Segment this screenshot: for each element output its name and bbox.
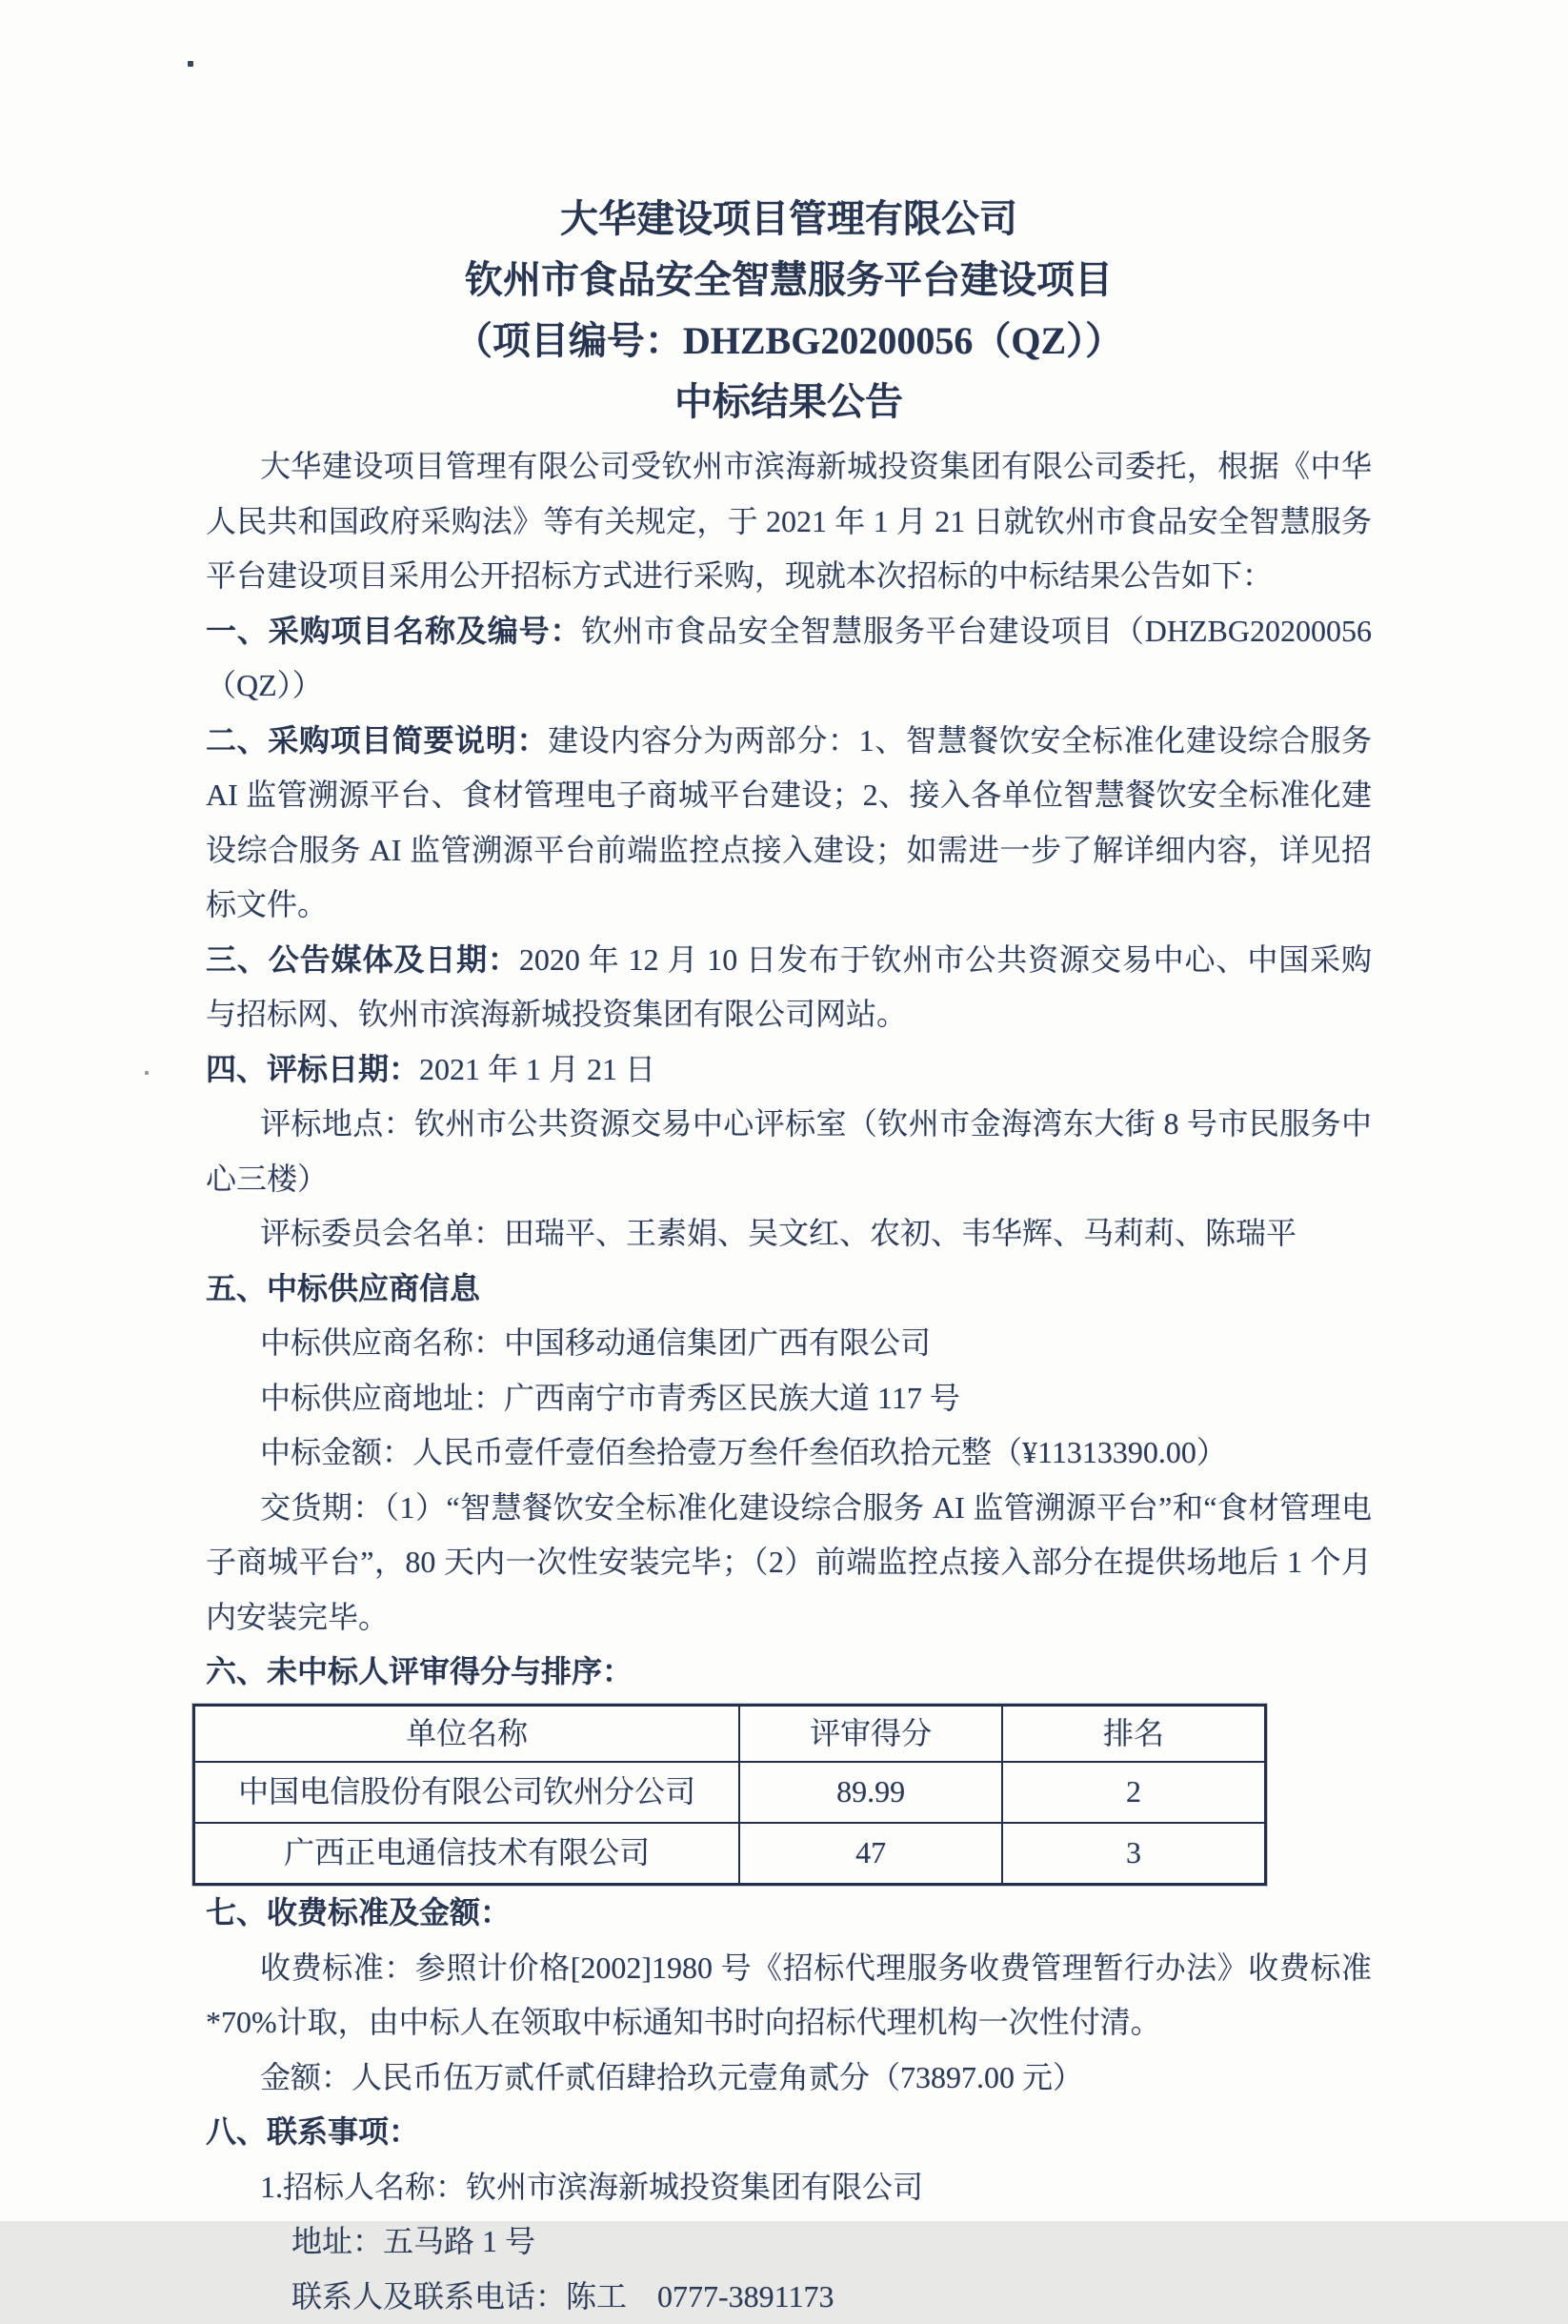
evaluation-location: 评标地点：钦州市公共资源交易中心评标室（钦州市金海湾东大街 8 号市民服务中心三楼） <box>206 1097 1372 1206</box>
rank-cell: 3 <box>1002 1823 1265 1885</box>
section-8-label: 八、联系事项： <box>206 2114 419 2149</box>
table-row <box>194 1762 1266 1823</box>
section-3-text: 2020 年 12 月 10 日发布于钦州市公共资源交易中心、中国采购与招标网、钦州市滨海新城投资集团有限公司网站。 <box>206 942 1372 1032</box>
intro-paragraph: 大华建设项目管理有限公司受钦州市滨海新城投资集团有限公司委托，根据《中华人民共和国政府采购法》等有关规定，于 2021 年 1 月 21 日就钦州市食品安全智慧服务平台建设项目采用公开招标方式进行采购，现就本次招标的中标结果公告如下： <box>206 439 1372 604</box>
section-2-label: 二、采购项目简要说明： <box>206 723 548 758</box>
section-1 <box>206 604 1372 714</box>
section-6-label: 六、未中标人评审得分与排序： <box>206 1654 633 1688</box>
section-4-label: 四、评标日期： <box>206 1052 419 1086</box>
winner-address: 中标供应商地址：广西南宁市青秀区民族大道 117 号 <box>206 1371 1372 1426</box>
fee-standard: 收费标准：参照计价格[2002]1980 号《招标代理服务收费管理暂行办法》收费标准*70%计取，由中标人在领取中标通知书时向招标代理机构一次性付清。 <box>206 1941 1372 2051</box>
tenderee-address: 地址：五马路 1 号 <box>206 2214 1372 2270</box>
section-1-label: 一、采购项目名称及编号： <box>206 614 581 648</box>
losing-bidders-table <box>192 1704 1267 1887</box>
rank-cell: 2 <box>1002 1762 1265 1823</box>
delivery-terms: 交货期：（1）“智慧餐饮安全标准化建设综合服务 AI 监管溯源平台”和“食材管理电子商城平台”，80 天内一次性安装完毕；（2）前端监控点接入部分在提供场地后 1 个月内安装完毕。 <box>206 1481 1372 1646</box>
winner-name: 中标供应商名称：中国移动通信集团广西有限公司 <box>206 1316 1372 1371</box>
section-2 <box>206 714 1372 933</box>
project-number: （项目编号：DHZBG20200056（QZ）） <box>206 311 1372 372</box>
section-3-label: 三、公告媒体及日期： <box>206 942 519 977</box>
score-cell: 47 <box>739 1823 1002 1885</box>
column-header-unit-name: 单位名称 <box>194 1705 740 1762</box>
table-row <box>194 1823 1266 1885</box>
fee-amount: 金额：人民币伍万贰仟贰佰肆拾玖元壹角贰分（73897.00 元） <box>206 2051 1372 2106</box>
project-title: 钦州市食品安全智慧服务平台建设项目 <box>206 250 1372 311</box>
contact-info: 联系人及联系电话：陈工 0777-3891173 <box>206 2270 1372 2324</box>
section-4-text: 2021 年 1 月 21 日 <box>419 1052 655 1086</box>
document-title-block <box>206 189 1372 433</box>
section-4 <box>206 1042 1372 1098</box>
tenderee-name: 1.招标人名称：钦州市滨海新城投资集团有限公司 <box>206 2160 1372 2215</box>
document-content <box>206 189 1372 2324</box>
table-header-row <box>194 1705 1266 1762</box>
section-6 <box>206 1645 1372 1700</box>
column-header-rank: 排名 <box>1002 1705 1265 1762</box>
score-cell: 89.99 <box>739 1762 1002 1823</box>
section-1-text: 钦州市食品安全智慧服务平台建设项目（DHZBG20200056（QZ）） <box>206 614 1372 703</box>
section-7-label: 七、收费标准及金额： <box>206 1895 511 1930</box>
winning-amount: 中标金额：人民币壹仟壹佰叁拾壹万叁仟叁佰玖拾元整（¥11313390.00） <box>206 1425 1372 1481</box>
section-2-text: 建设内容分为两部分：1、智慧餐饮安全标准化建设综合服务 AI 监管溯源平台、食材管理电子商城平台建设；2、接入各单位智慧餐饮安全标准化建设综合服务 AI 监管溯源平台前端监控点接入建设；如需进一步了解详细内容，详见招标文件。 <box>206 723 1372 922</box>
section-8 <box>206 2105 1372 2160</box>
column-header-score: 评审得分 <box>739 1705 1002 1762</box>
announcement-title: 中标结果公告 <box>206 372 1372 433</box>
bidder-name-cell: 中国电信股份有限公司钦州分公司 <box>194 1762 740 1823</box>
section-5-label: 五、中标供应商信息 <box>206 1271 480 1305</box>
section-5 <box>206 1262 1372 1317</box>
company-title: 大华建设项目管理有限公司 <box>206 189 1372 250</box>
section-7 <box>206 1886 1372 1941</box>
scan-speck <box>145 1071 149 1075</box>
evaluation-committee: 评标委员会名单：田瑞平、王素娟、吴文红、农初、韦华辉、马莉莉、陈瑞平 <box>206 1206 1372 1262</box>
scan-speck <box>188 61 193 67</box>
section-3 <box>206 933 1372 1042</box>
bidder-name-cell: 广西正电通信技术有限公司 <box>194 1823 740 1885</box>
